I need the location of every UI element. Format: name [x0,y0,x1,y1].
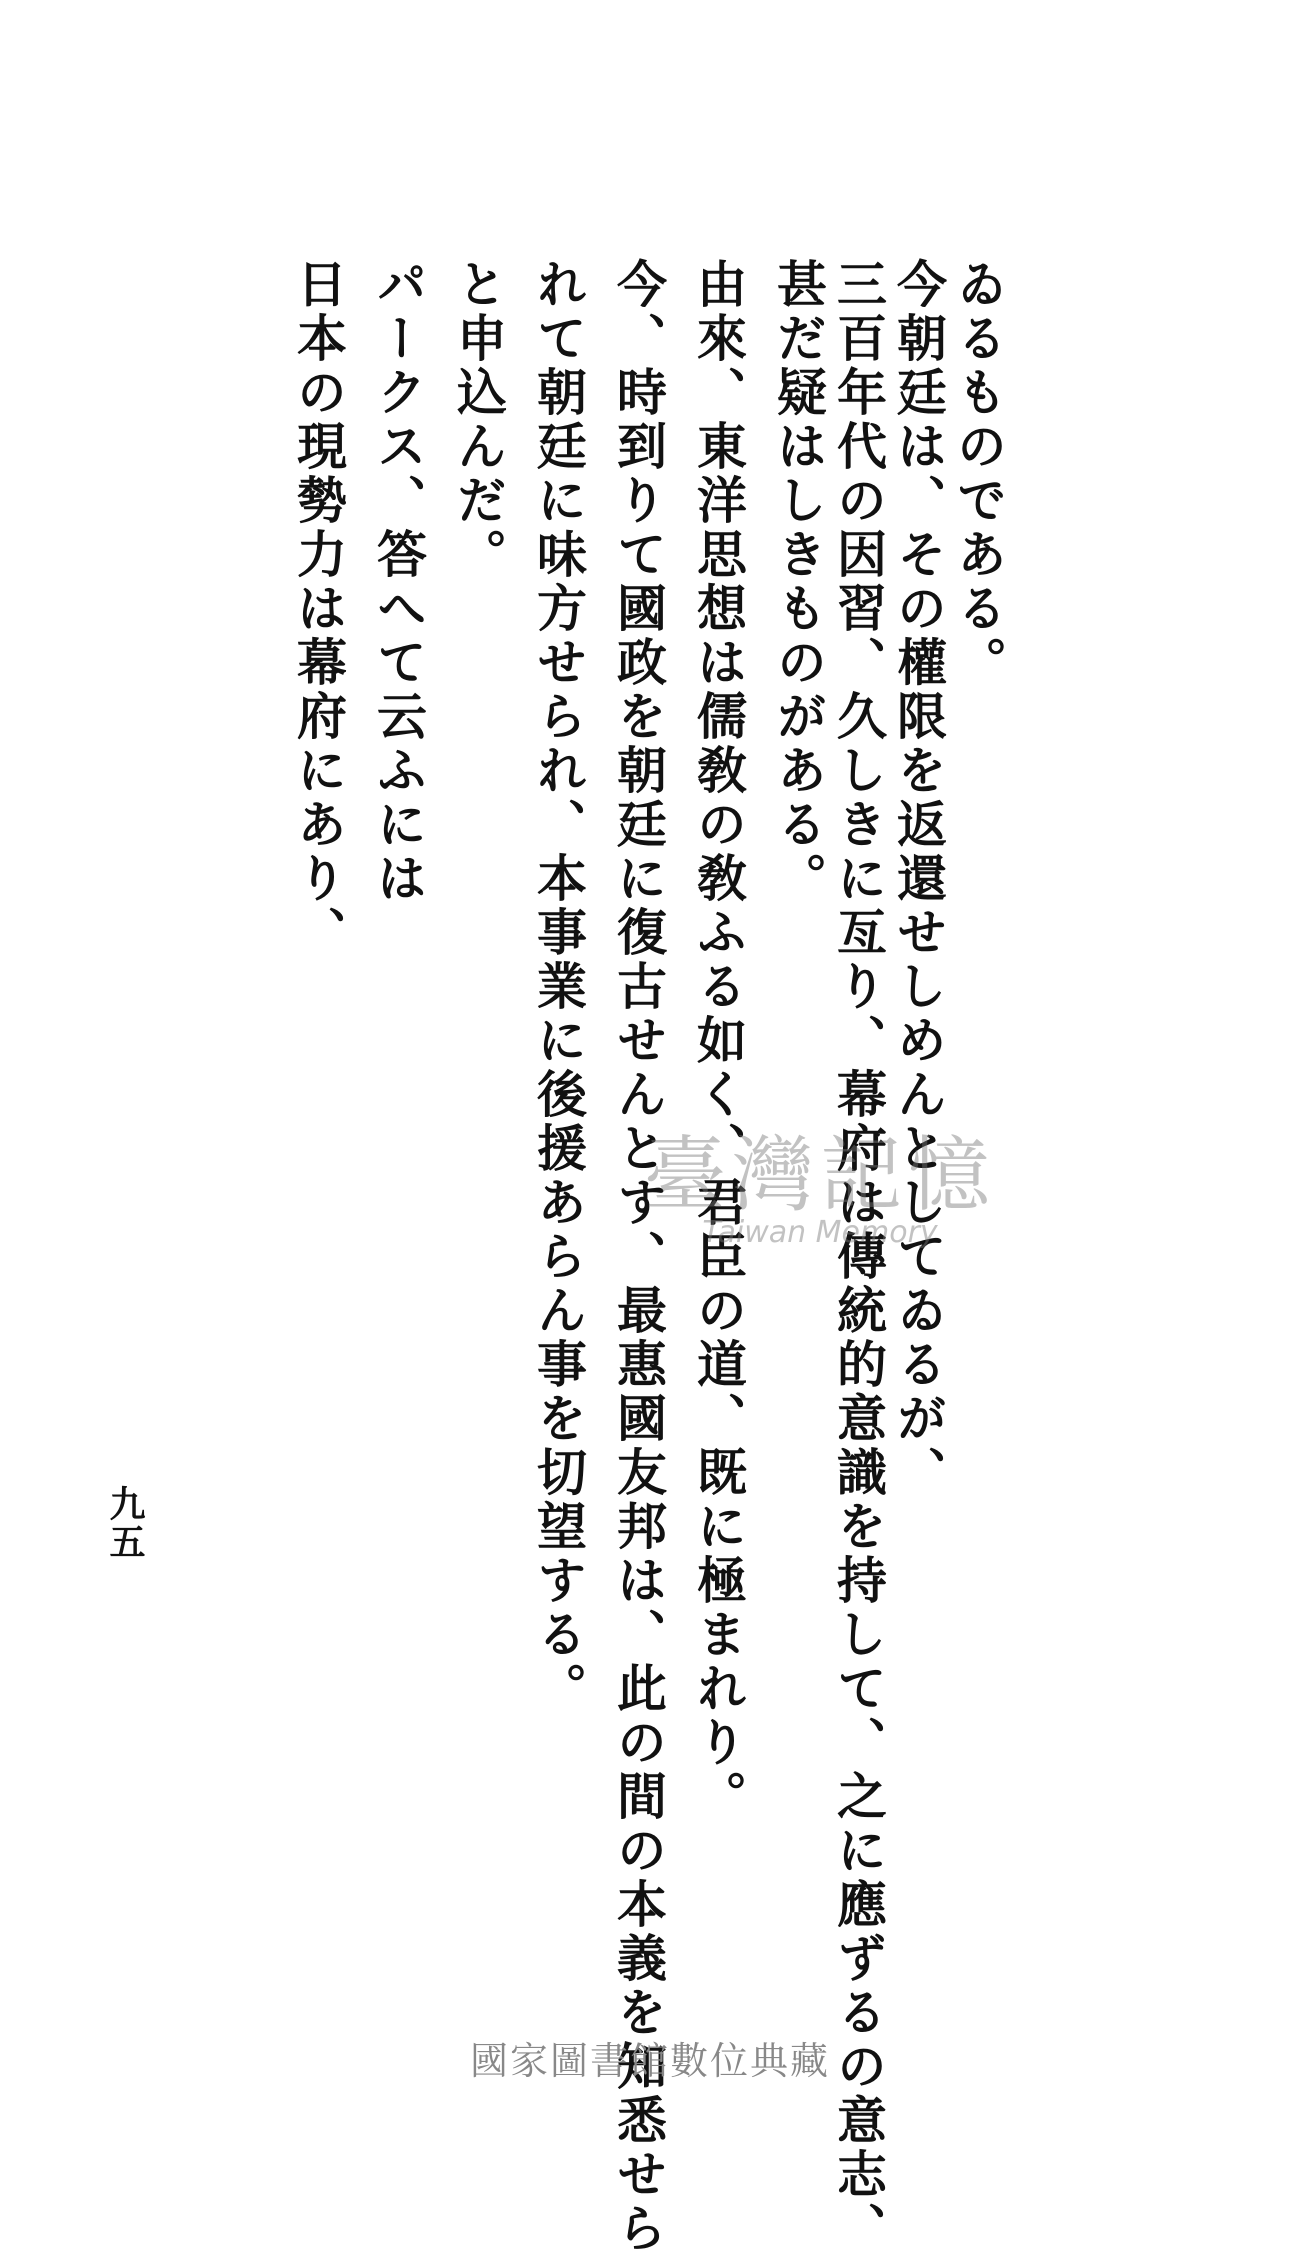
text-column-8: と申込んだ。 [449,258,508,582]
footer-credit: 國家圖書館數位典藏 [469,2039,830,2083]
text-column-3: 三百年代の因習、久しきに亙り、幕府は傳統的意識を持して、之に應ずるの意志、 [829,258,888,2256]
text-column-2: 今朝廷は、その權限を返還せしめんとしてゐるが、 [889,258,948,1500]
text-column-7: れて朝廷に味方せられ、本事業に後援あらん事を切望する。 [529,258,588,1716]
text-column-6: 今、時到りて國政を朝廷に復古せんとす、最惠國友邦は、此の間の本義を知悉せら [609,258,668,2256]
watermark-title: 臺灣記憶 [643,1128,996,1223]
page-number: 九五 [104,1485,146,1561]
watermark-subtitle: Taiwan Memory [702,1215,938,1250]
text-column-10: 日本の現勢力は幕府にあり、 [289,258,348,960]
text-column-5: 由來、東洋思想は儒敎の敎ふる如く、君臣の道、既に極まれり。 [689,258,748,1824]
text-column-9: パークス、答へて云ふには [369,258,428,906]
text-column-4: 甚だ疑はしきものがある。 [769,258,828,906]
text-column-1: ゐるものである。 [949,258,1008,690]
